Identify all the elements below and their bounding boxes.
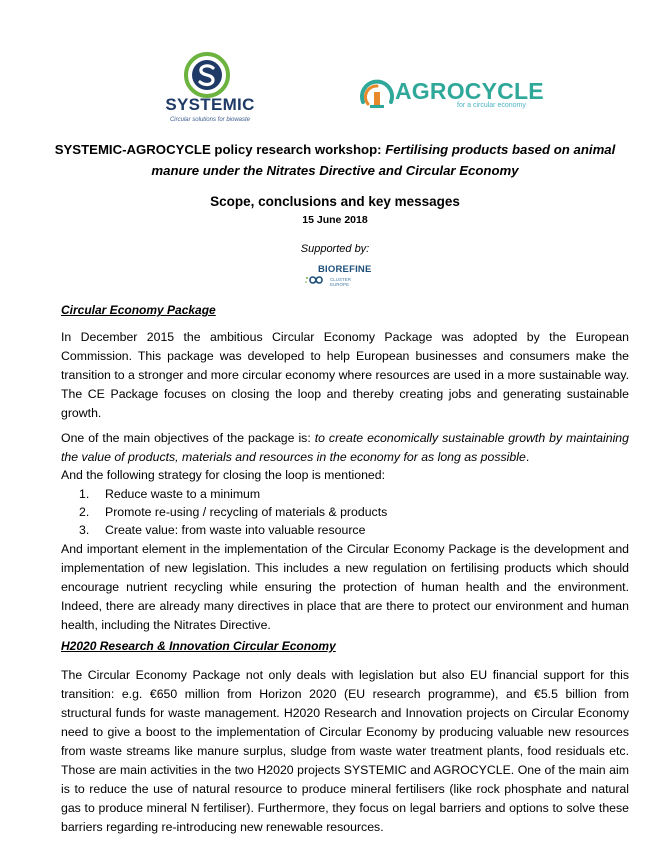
biorefine-wordmark: BIOREFINE: [318, 264, 372, 275]
systemic-tagline: Circular solutions for biowaste: [169, 117, 251, 123]
objective-italic: to create economically sustainable growth by maintaining the value of products, materials and resources in the economy for as long as possible: [61, 431, 629, 464]
title-italic-part-2: manure under the Nitrates Directive and Circular Economy: [151, 163, 519, 178]
supported-by-label: Supported by:: [300, 243, 370, 255]
paragraph-main-objective: [61, 429, 629, 467]
objective-lead: One of the main objectives of the package is:: [61, 431, 315, 445]
list-item-text: Create value: from waste into valuable resource: [105, 523, 366, 537]
list-item-number: 1.: [79, 487, 90, 501]
list-item-number: 3.: [79, 523, 90, 537]
biorefine-infinity-icon: [304, 274, 328, 286]
paragraph-legislation: And important element in the implementation of the Circular Economy Package is the development and implementation of new legislation. This includes a new regulation on fertilising products which should encourage nutrient recycling while ensuring the protection of human health and the environment. Indeed, there are already many directives in place that are there to protect our environment and human health, including the Nitrates Directive.: [61, 542, 629, 632]
agrocycle-logo: [357, 68, 544, 112]
systemic-wordmark: SYSTEMIC: [165, 95, 255, 114]
section-heading-h2020: H2020 Research & Innovation Circular Economy: [61, 639, 336, 653]
list-item-text: Promote re-using / recycling of materials & products: [105, 505, 388, 519]
biorefine-logo: [304, 262, 372, 290]
list-item: [79, 485, 387, 503]
list-item: [79, 521, 387, 539]
biorefine-tagline: CLUSTER EUROPE: [330, 277, 352, 287]
title-prefix: SYSTEMIC-AGROCYCLE policy research workshop:: [54, 142, 386, 157]
list-item: [79, 503, 387, 521]
objective-tail: .: [525, 450, 530, 464]
document-date: 15 June 2018: [302, 214, 368, 226]
agrocycle-wordmark: AGROCYCLE: [395, 78, 544, 104]
document-subtitle: Scope, conclusions and key messages: [210, 194, 460, 209]
list-item-number: 2.: [79, 505, 90, 519]
paragraph-ce-package-intro: In December 2015 the ambitious Circular Economy Package was adopted by the European Commission. This package was developed to help European businesses and consumers make the transition to a stronger and more circular economy where resources are used in a more sustainable way. The CE Package focuses on closing the loop and thereby creating jobs and generating sustainable growth.: [61, 330, 629, 420]
document-title-line-1: [40, 140, 630, 160]
title-italic-part-1: Fertilising products based on animal: [385, 142, 616, 157]
document-title-line-2: [40, 161, 630, 181]
strategy-list: [79, 485, 387, 539]
agrocycle-tagline: for a circular economy: [457, 102, 526, 109]
list-item-text: Reduce waste to a minimum: [105, 487, 261, 501]
systemic-emblem-icon: [184, 52, 230, 98]
section-heading-circular-economy: Circular Economy Package: [61, 303, 216, 317]
paragraph-strategy-intro: And the following strategy for closing the loop is mentioned:: [61, 468, 386, 482]
paragraph-h2020-funding: The Circular Economy Package not only deals with legislation but also EU financial support for this transition: e.g. €650 million from Horizon 2020 (EU research programme), and €5.5 billion from structural funds for waste management. H2020 Research and Innovation projects on Circular Economy need to give a boost to the implementation of Circular Economy by producing valuable new resources from waste streams like manure surplus, sludge from waste water treatment plants, food residuals etc. Those are main activities in the two H2020 projects SYSTEMIC and AGROCYCLE. One of the main aim is to reduce the use of natural resource to produce mineral fertilisers (like rock phosphate and natural gas to produce mineral N fertiliser). Furthermore, they focus on legal barriers and options to solve these barriers regarding re-introducing new renewable resources.: [61, 668, 629, 834]
systemic-logo: [160, 52, 260, 128]
agrocycle-emblem-icon: [357, 72, 397, 112]
